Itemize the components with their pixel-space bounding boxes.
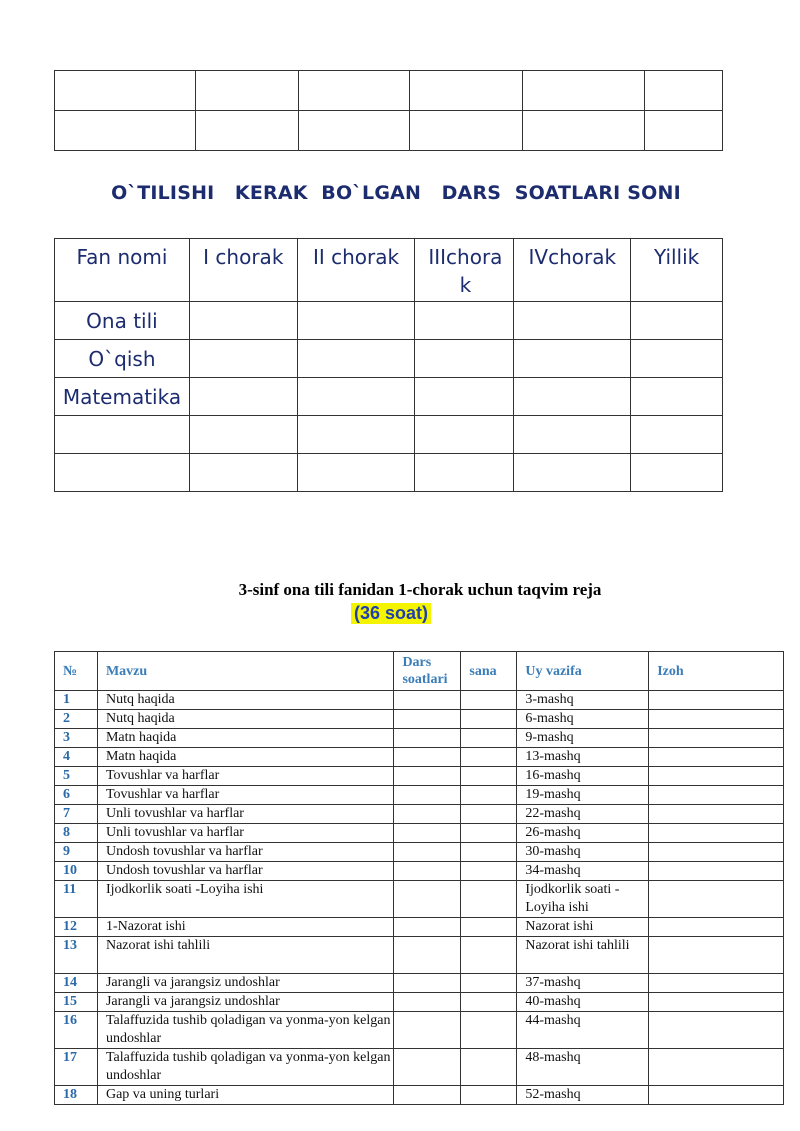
table-row <box>55 416 723 454</box>
row-number: 16 <box>55 1012 98 1049</box>
row-number: 10 <box>55 862 98 881</box>
row-date <box>461 993 517 1012</box>
header-cell-text: IIIchora k <box>428 245 503 297</box>
header-topic: Mavzu <box>97 652 393 691</box>
subject-name: Ona tili <box>55 302 190 340</box>
row-note <box>649 1049 784 1086</box>
row-note <box>649 691 784 710</box>
row-note <box>649 862 784 881</box>
row-note <box>649 1086 784 1105</box>
row-note <box>649 786 784 805</box>
subject-name <box>55 454 190 492</box>
row-topic: Ijodkorlik soati -Loyiha ishi <box>97 881 393 918</box>
top-empty-table <box>54 70 723 151</box>
table-row <box>55 111 723 151</box>
row-note <box>649 748 784 767</box>
row-note <box>649 767 784 786</box>
header-cell: II chorak <box>297 239 415 302</box>
row-homework: 48-mashq <box>517 1049 649 1086</box>
row-number: 7 <box>55 805 98 824</box>
row-hours <box>394 767 461 786</box>
header-num: № <box>55 652 98 691</box>
table-row <box>55 748 784 767</box>
row-topic: Tovushlar va harflar <box>97 786 393 805</box>
row-homework: 30-mashq <box>517 843 649 862</box>
row-hours <box>394 710 461 729</box>
row-number: 2 <box>55 710 98 729</box>
table-row <box>55 691 784 710</box>
row-date <box>461 881 517 918</box>
row-homework: 26-mashq <box>517 824 649 843</box>
row-date <box>461 862 517 881</box>
header-cell <box>415 239 514 302</box>
row-hours <box>394 824 461 843</box>
row-topic: Matn haqida <box>97 748 393 767</box>
row-note <box>649 881 784 918</box>
row-note <box>649 918 784 937</box>
subject-name: O`qish <box>55 340 190 378</box>
header-cell: I chorak <box>189 239 297 302</box>
hours-table-header <box>55 239 723 302</box>
row-homework: Ijodkorlik soati -Loyiha ishi <box>517 881 649 918</box>
row-number: 15 <box>55 993 98 1012</box>
header-date: sana <box>461 652 517 691</box>
row-homework: 19-mashq <box>517 786 649 805</box>
calendar-plan-table <box>54 651 784 1105</box>
row-date <box>461 843 517 862</box>
row-hours <box>394 729 461 748</box>
row-note <box>649 974 784 993</box>
row-homework: 16-mashq <box>517 767 649 786</box>
plan-table-body <box>55 691 784 1105</box>
row-homework: 44-mashq <box>517 1012 649 1049</box>
row-topic: Jarangli va jarangsiz undoshlar <box>97 974 393 993</box>
table-row <box>55 974 784 993</box>
plan-table-header <box>55 652 784 691</box>
table-row <box>55 786 784 805</box>
subject-name <box>55 416 190 454</box>
row-note <box>649 937 784 974</box>
table-row <box>55 71 723 111</box>
table-row <box>55 767 784 786</box>
row-hours <box>394 805 461 824</box>
row-hours <box>394 1049 461 1086</box>
row-note <box>649 993 784 1012</box>
row-date <box>461 805 517 824</box>
hours-section-title: O`TILISHI KERAK BO`LGAN DARS SOATLARI SONI <box>111 182 681 204</box>
subject-name: Matematika <box>55 378 190 416</box>
row-homework: 34-mashq <box>517 862 649 881</box>
plan-title: 3-sinf ona tili fanidan 1-chorak uchun taqvim reja <box>238 580 602 599</box>
row-note <box>649 824 784 843</box>
row-date <box>461 918 517 937</box>
row-number: 12 <box>55 918 98 937</box>
row-date <box>461 974 517 993</box>
row-topic: Undosh tovushlar va harflar <box>97 862 393 881</box>
header-cell: Fan nomi <box>55 239 190 302</box>
row-note <box>649 710 784 729</box>
plan-hours-label: (36 soat) <box>351 603 431 624</box>
row-number: 18 <box>55 1086 98 1105</box>
table-row <box>55 302 723 340</box>
row-topic: Nutq haqida <box>97 691 393 710</box>
row-topic: Nazorat ishi tahlili <box>97 937 393 974</box>
row-number: 9 <box>55 843 98 862</box>
row-date <box>461 937 517 974</box>
row-number: 4 <box>55 748 98 767</box>
row-hours <box>394 881 461 918</box>
row-number: 5 <box>55 767 98 786</box>
row-note <box>649 843 784 862</box>
row-homework: 9-mashq <box>517 729 649 748</box>
row-note <box>649 729 784 748</box>
table-row <box>55 710 784 729</box>
row-date <box>461 729 517 748</box>
row-homework: 22-mashq <box>517 805 649 824</box>
table-row <box>55 824 784 843</box>
row-topic: Talaffuzida tushib qoladigan va yonma-yon kelgan undoshlar <box>97 1049 393 1086</box>
row-hours <box>394 993 461 1012</box>
row-number: 14 <box>55 974 98 993</box>
row-number: 17 <box>55 1049 98 1086</box>
table-row <box>55 378 723 416</box>
row-homework: 37-mashq <box>517 974 649 993</box>
row-homework: Nazorat ishi <box>517 918 649 937</box>
table-row <box>55 454 723 492</box>
table-row <box>55 729 784 748</box>
row-date <box>461 748 517 767</box>
row-homework: 13-mashq <box>517 748 649 767</box>
row-topic: Nutq haqida <box>97 710 393 729</box>
row-number: 11 <box>55 881 98 918</box>
row-number: 8 <box>55 824 98 843</box>
header-hours: Dars soatlari <box>394 652 461 691</box>
row-topic: Talaffuzida tushib qoladigan va yonma-yon kelgan undoshlar <box>97 1012 393 1049</box>
row-hours <box>394 918 461 937</box>
row-hours <box>394 974 461 993</box>
header-homework: Uy vazifa <box>517 652 649 691</box>
row-homework: Nazorat ishi tahlili <box>517 937 649 974</box>
row-topic: Matn haqida <box>97 729 393 748</box>
row-topic: Gap va uning turlari <box>97 1086 393 1105</box>
row-homework: 3-mashq <box>517 691 649 710</box>
row-date <box>461 767 517 786</box>
row-number: 3 <box>55 729 98 748</box>
table-row <box>55 993 784 1012</box>
row-date <box>461 1086 517 1105</box>
row-hours <box>394 1086 461 1105</box>
row-date <box>461 1049 517 1086</box>
table-row <box>55 843 784 862</box>
row-date <box>461 691 517 710</box>
row-note <box>649 805 784 824</box>
row-number: 1 <box>55 691 98 710</box>
header-cell: Yillik <box>631 239 723 302</box>
row-hours <box>394 1012 461 1049</box>
table-row <box>55 918 784 937</box>
row-hours <box>394 691 461 710</box>
table-row <box>55 1086 784 1105</box>
table-row <box>55 1012 784 1049</box>
row-hours <box>394 748 461 767</box>
row-date <box>461 824 517 843</box>
row-hours <box>394 862 461 881</box>
row-topic: 1-Nazorat ishi <box>97 918 393 937</box>
row-topic: Undosh tovushlar va harflar <box>97 843 393 862</box>
row-homework: 40-mashq <box>517 993 649 1012</box>
header-cell: IVchorak <box>514 239 631 302</box>
table-row <box>55 937 784 974</box>
row-homework: 52-mashq <box>517 1086 649 1105</box>
row-number: 13 <box>55 937 98 974</box>
row-number: 6 <box>55 786 98 805</box>
row-hours <box>394 786 461 805</box>
table-row <box>55 862 784 881</box>
row-date <box>461 1012 517 1049</box>
row-topic: Tovushlar va harflar <box>97 767 393 786</box>
table-row <box>55 805 784 824</box>
header-note: Izoh <box>649 652 784 691</box>
row-date <box>461 786 517 805</box>
table-row <box>55 340 723 378</box>
row-topic: Jarangli va jarangsiz undoshlar <box>97 993 393 1012</box>
table-row <box>55 1049 784 1086</box>
row-topic: Unli tovushlar va harflar <box>97 805 393 824</box>
row-note <box>649 1012 784 1049</box>
row-topic: Unli tovushlar va harflar <box>97 824 393 843</box>
hours-table <box>54 238 723 492</box>
row-hours <box>394 937 461 974</box>
row-date <box>461 710 517 729</box>
table-row <box>55 881 784 918</box>
row-hours <box>394 843 461 862</box>
row-homework: 6-mashq <box>517 710 649 729</box>
